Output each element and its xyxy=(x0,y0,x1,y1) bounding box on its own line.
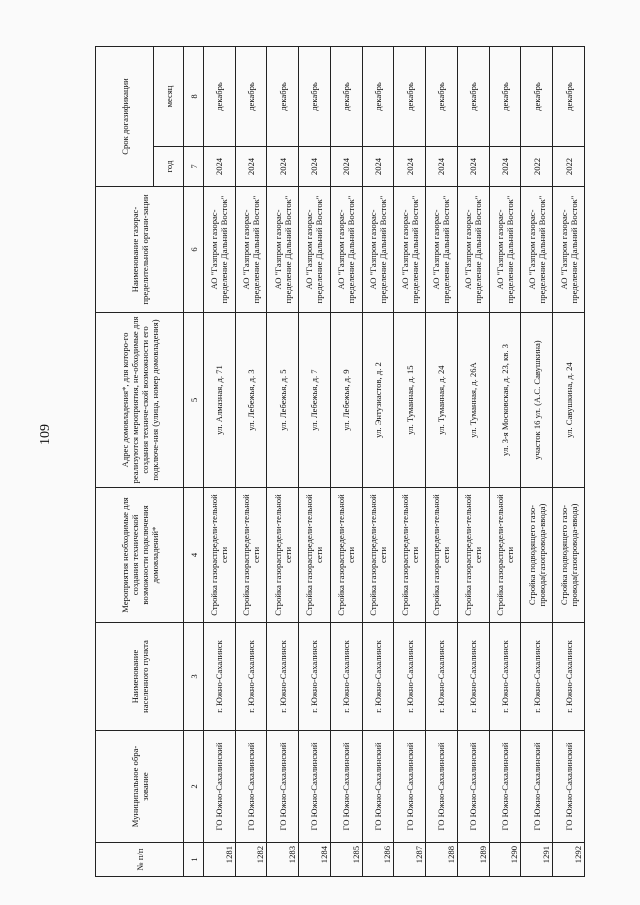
cell-measure: Стройка газораспредели-тельной сети xyxy=(267,488,299,623)
cell-operator: АО "Газпром газорас-пределение Дальний Восток" xyxy=(267,187,299,313)
cell-measure: Стройка газораспредели-тельной сети xyxy=(235,488,267,623)
column-number: 5 xyxy=(184,313,203,488)
column-number: 6 xyxy=(184,187,203,313)
header-operator: Наименование газорас-пределительной органи-зации xyxy=(96,187,184,313)
table-row xyxy=(203,46,235,876)
cell-address: ул. Туманная, д. 26А xyxy=(457,313,489,488)
cell-address: ул. Энтузиастов, д. 2 xyxy=(362,313,394,488)
cell-operator: АО "Газпром газорас-пределение Дальний Восток" xyxy=(457,187,489,313)
cell-municipality: ГО Южно-Сахалинский xyxy=(267,731,299,843)
cell-municipality: ГО Южно-Сахалинский xyxy=(203,731,235,843)
cell-settlement: г. Южно-Сахалинск xyxy=(489,623,521,731)
cell-settlement: г. Южно-Сахалинск xyxy=(330,623,362,731)
table-row xyxy=(267,46,299,876)
cell-municipality: ГО Южно-Сахалинский xyxy=(394,731,426,843)
cell-measure: Стройка газораспредели-тельной сети xyxy=(362,488,394,623)
cell-operator: АО "Газпром газорас-пределение Дальний Восток" xyxy=(362,187,394,313)
header-num: № п/п xyxy=(96,843,184,877)
cell-address: ул. Туманная, д. 15 xyxy=(394,313,426,488)
cell-num: 1282 xyxy=(235,843,267,877)
cell-settlement: г. Южно-Сахалинск xyxy=(521,623,553,731)
cell-num: 1285 xyxy=(330,843,362,877)
cell-municipality: ГО Южно-Сахалинский xyxy=(299,731,331,843)
cell-year: 2024 xyxy=(267,147,299,187)
cell-num: 1290 xyxy=(489,843,521,877)
cell-num: 1292 xyxy=(553,843,585,877)
cell-operator: АО "Газпром газорас-пределение Дальний Восток" xyxy=(203,187,235,313)
cell-address: ул. 3-я Московская, д. 23, кв. 3 xyxy=(489,313,521,488)
table-row xyxy=(330,46,362,876)
cell-month: декабрь xyxy=(267,46,299,146)
cell-municipality: ГО Южно-Сахалинский xyxy=(553,731,585,843)
column-number-row xyxy=(184,46,203,876)
header-municipality: Муниципальное обра-зование xyxy=(96,731,184,843)
cell-operator: АО "Газпром газорас-пределение Дальний Восток" xyxy=(426,187,458,313)
cell-settlement: г. Южно-Сахалинск xyxy=(457,623,489,731)
cell-address: ул. Савушкина, д. 24 xyxy=(553,313,585,488)
cell-address: ул. Лебежья, д. 9 xyxy=(330,313,362,488)
cell-settlement: г. Южно-Сахалинск xyxy=(426,623,458,731)
table-row xyxy=(394,46,426,876)
cell-municipality: ГО Южно-Сахалинский xyxy=(362,731,394,843)
cell-address: ул. Лебежья, д. 3 xyxy=(235,313,267,488)
cell-operator: АО "Газпром газорас-пределение Дальний Восток" xyxy=(235,187,267,313)
cell-year: 2022 xyxy=(553,147,585,187)
table-row xyxy=(489,46,521,876)
table-row xyxy=(553,46,585,876)
cell-year: 2024 xyxy=(330,147,362,187)
cell-municipality: ГО Южно-Сахалинский xyxy=(457,731,489,843)
cell-settlement: г. Южно-Сахалинск xyxy=(203,623,235,731)
cell-year: 2024 xyxy=(426,147,458,187)
cell-operator: АО "Газпром газорас-пределение Дальний Восток" xyxy=(299,187,331,313)
header-measures: Мероприятия необходимые для создания технической возможности подключения домовладений* xyxy=(96,488,184,623)
cell-measure: Стройка газораспредели-тельной сети xyxy=(330,488,362,623)
cell-measure: Стройка подводящего газо-провода(газопровода-ввода) xyxy=(553,488,585,623)
table-row xyxy=(362,46,394,876)
cell-municipality: ГО Южно-Сахалинский xyxy=(330,731,362,843)
header-address: Адрес домовладения*, для которо-го реализуются мероприятия, не-обходимые для создания техниче-ской возможности его подключе-ния (улица, номер домовладения) xyxy=(96,313,184,488)
column-number: 3 xyxy=(184,623,203,731)
cell-measure: Стройка газораспредели-тельной сети xyxy=(489,488,521,623)
column-number: 4 xyxy=(184,488,203,623)
cell-month: декабрь xyxy=(235,46,267,146)
cell-municipality: ГО Южно-Сахалинский xyxy=(521,731,553,843)
cell-settlement: г. Южно-Сахалинск xyxy=(362,623,394,731)
cell-month: декабрь xyxy=(330,46,362,146)
cell-measure: Стройка газораспредели-тельной сети xyxy=(299,488,331,623)
cell-operator: АО "Газпром газорас-пределение Дальний Восток" xyxy=(489,187,521,313)
cell-operator: АО "Газпром газорас-пределение Дальний Восток" xyxy=(553,187,585,313)
cell-month: декабрь xyxy=(394,46,426,146)
cell-month: декабрь xyxy=(521,46,553,146)
cell-year: 2024 xyxy=(394,147,426,187)
header-deadline: Срок догазификации xyxy=(96,46,154,186)
cell-municipality: ГО Южно-Сахалинский xyxy=(426,731,458,843)
cell-settlement: г. Южно-Сахалинск xyxy=(394,623,426,731)
cell-address: участок 16 ул. (А.С. Савушкина) xyxy=(521,313,553,488)
cell-settlement: г. Южно-Сахалинск xyxy=(299,623,331,731)
header-settlement: Наименование населенного пункта xyxy=(96,623,184,731)
gasification-table xyxy=(95,46,585,877)
cell-num: 1283 xyxy=(267,843,299,877)
cell-year: 2024 xyxy=(235,147,267,187)
cell-num: 1286 xyxy=(362,843,394,877)
cell-settlement: г. Южно-Сахалинск xyxy=(235,623,267,731)
table-row xyxy=(299,46,331,876)
cell-municipality: ГО Южно-Сахалинский xyxy=(235,731,267,843)
cell-num: 1284 xyxy=(299,843,331,877)
cell-address: ул. Алмазная, д. 71 xyxy=(203,313,235,488)
cell-measure: Стройка газораспредели-тельной сети xyxy=(394,488,426,623)
cell-operator: АО "Газпром газорас-пределение Дальний Восток" xyxy=(330,187,362,313)
cell-num: 1281 xyxy=(203,843,235,877)
cell-num: 1288 xyxy=(426,843,458,877)
cell-num: 1287 xyxy=(394,843,426,877)
table-row xyxy=(521,46,553,876)
column-number: 2 xyxy=(184,731,203,843)
cell-address: ул. Лебежья, д. 7 xyxy=(299,313,331,488)
cell-year: 2024 xyxy=(489,147,521,187)
cell-month: декабрь xyxy=(203,46,235,146)
cell-settlement: г. Южно-Сахалинск xyxy=(267,623,299,731)
cell-operator: АО "Газпром газорас-пределение Дальний Восток" xyxy=(521,187,553,313)
page-number: 109 xyxy=(38,424,53,445)
table-row xyxy=(457,46,489,876)
cell-measure: Стройка газораспредели-тельной сети xyxy=(426,488,458,623)
column-number: 8 xyxy=(184,46,203,146)
cell-month: декабрь xyxy=(457,46,489,146)
cell-year: 2022 xyxy=(521,147,553,187)
table-body xyxy=(203,46,584,876)
cell-num: 1289 xyxy=(457,843,489,877)
cell-address: ул. Лебежья, д. 5 xyxy=(267,313,299,488)
column-number: 7 xyxy=(184,147,203,187)
header-year: год xyxy=(154,147,184,187)
cell-month: декабрь xyxy=(489,46,521,146)
header-month: месяц xyxy=(154,46,184,146)
cell-year: 2024 xyxy=(299,147,331,187)
rotated-table-wrapper xyxy=(95,47,585,877)
cell-num: 1291 xyxy=(521,843,553,877)
cell-year: 2024 xyxy=(457,147,489,187)
cell-measure: Стройка газораспредели-тельной сети xyxy=(457,488,489,623)
cell-month: декабрь xyxy=(362,46,394,146)
column-number: 1 xyxy=(184,843,203,877)
cell-month: декабрь xyxy=(553,46,585,146)
cell-month: декабрь xyxy=(426,46,458,146)
cell-measure: Стройка подводящего газо-провода(газопровода-ввода) xyxy=(521,488,553,623)
cell-year: 2024 xyxy=(203,147,235,187)
table-row xyxy=(235,46,267,876)
cell-address: ул. Туманная, д. 24 xyxy=(426,313,458,488)
cell-municipality: ГО Южно-Сахалинский xyxy=(489,731,521,843)
table-row xyxy=(426,46,458,876)
cell-operator: АО "Газпром газорас-пределение Дальний Восток" xyxy=(394,187,426,313)
cell-settlement: г. Южно-Сахалинск xyxy=(553,623,585,731)
cell-month: декабрь xyxy=(299,46,331,146)
cell-year: 2024 xyxy=(362,147,394,187)
cell-measure: Стройка газораспредели-тельной сети xyxy=(203,488,235,623)
